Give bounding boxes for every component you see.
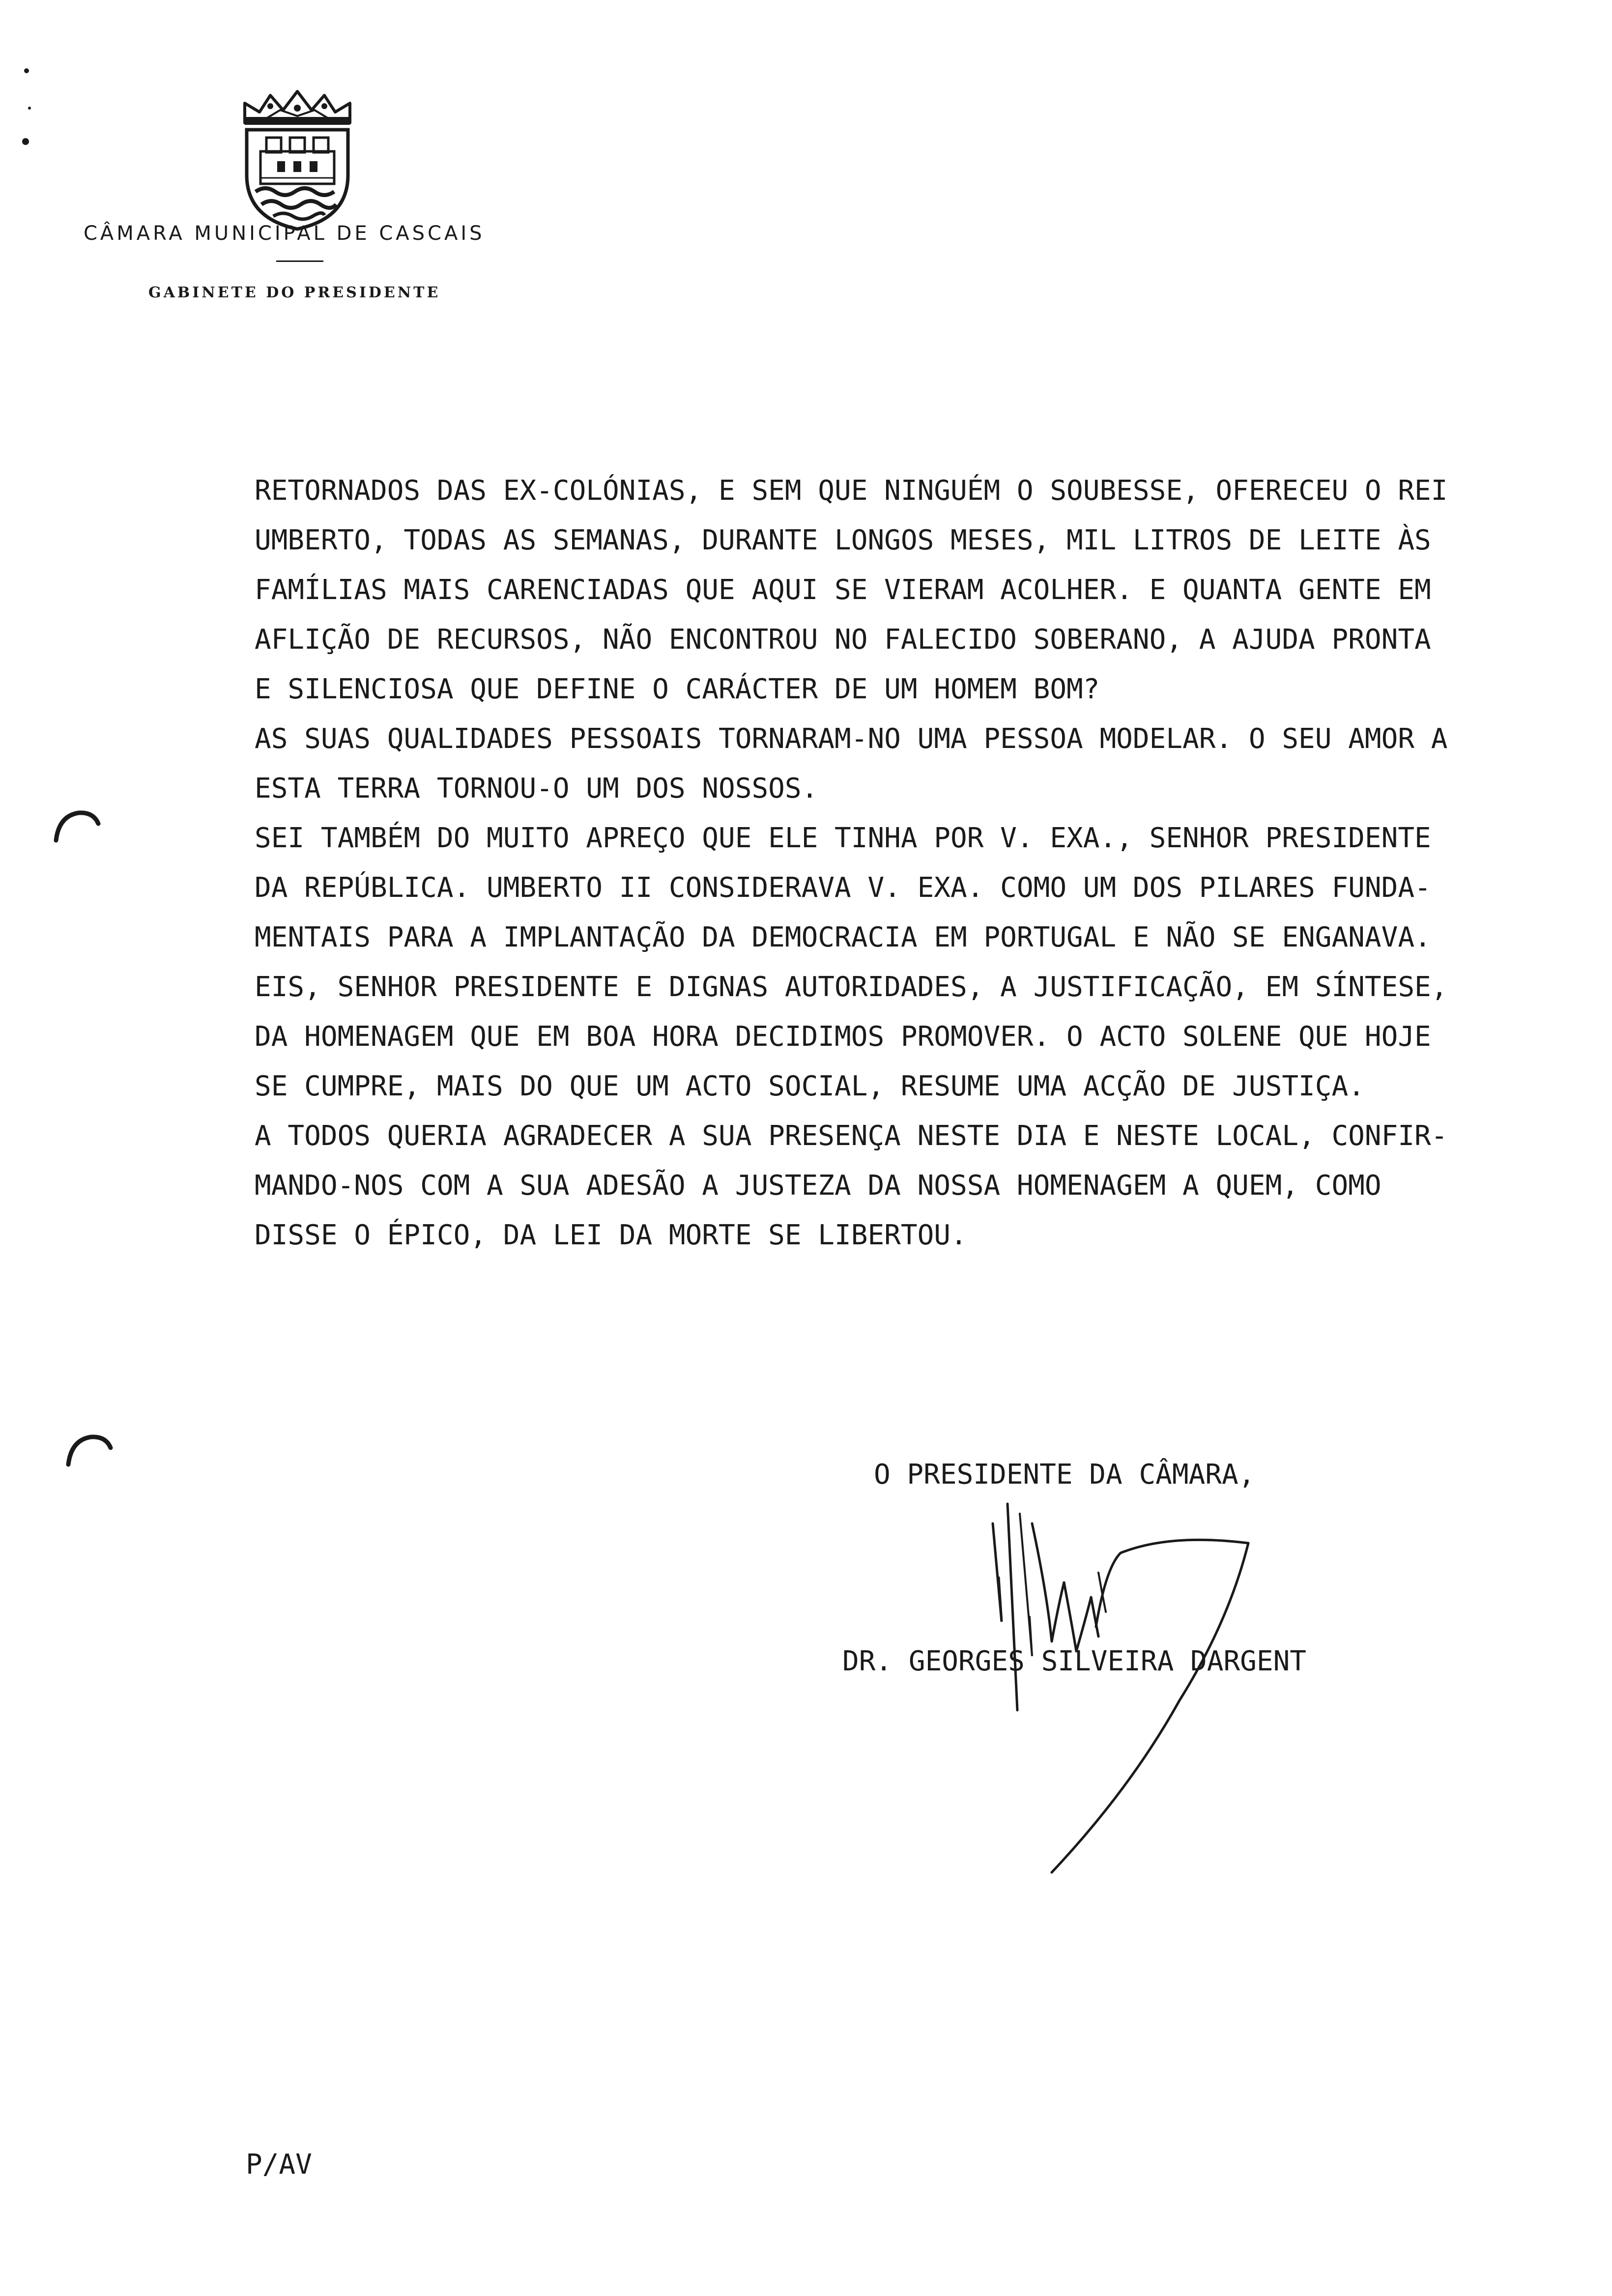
- body-line: RETORNADOS DAS EX-COLÓNIAS, E SEM QUE NINGUÉM O SOUBESSE, OFERECEU O REI: [255, 475, 1448, 507]
- handwritten-signature-icon: [973, 1494, 1278, 1897]
- scan-speck-mark: [20, 64, 34, 152]
- body-line: ESTA TERRA TORNOU-O UM DOS NOSSOS.: [255, 773, 818, 804]
- body-line: DA HOMENAGEM QUE EM BOA HORA DECIDIMOS PROMOVER. O ACTO SOLENE QUE HOJE: [255, 1021, 1431, 1053]
- body-line: SE CUMPRE, MAIS DO QUE UM ACTO SOCIAL, RESUME UMA ACÇÃO DE JUSTIÇA.: [255, 1070, 1365, 1102]
- organization-name: CÂMARA MUNICIPAL DE CASCAIS: [84, 222, 485, 245]
- letter-body: [255, 466, 1513, 1260]
- body-line: AFLIÇÃO DE RECURSOS, NÃO ENCONTROU NO FALECIDO SOBERANO, A AJUDA PRONTA: [255, 624, 1431, 656]
- body-line: E SILENCIOSA QUE DEFINE O CARÁCTER DE UM HOMEM BOM?: [255, 673, 1100, 705]
- body-line: DISSE O ÉPICO, DA LEI DA MORTE SE LIBERTOU.: [255, 1219, 967, 1251]
- signer-name: DR. GEORGES SILVEIRA DARGENT: [842, 1645, 1307, 1677]
- punch-hole-mark: [49, 806, 103, 845]
- body-line: DA REPÚBLICA. UMBERTO II CONSIDERAVA V. EXA. COMO UM DOS PILARES FUNDA-: [255, 872, 1431, 904]
- body-line: MENTAIS PARA A IMPLANTAÇÃO DA DEMOCRACIA EM PORTUGAL E NÃO SE ENGANAVA.: [255, 921, 1431, 953]
- office-name: GABINETE DO PRESIDENTE: [148, 284, 441, 301]
- letterhead-divider: [276, 260, 323, 262]
- punch-hole-mark: [61, 1430, 115, 1469]
- body-line: SEI TAMBÉM DO MUITO APREÇO QUE ELE TINHA POR V. EXA., SENHOR PRESIDENTE: [255, 822, 1431, 854]
- body-line: A TODOS QUERIA AGRADECER A SUA PRESENÇA NESTE DIA E NESTE LOCAL, CONFIR-: [255, 1120, 1448, 1152]
- body-line: UMBERTO, TODAS AS SEMANAS, DURANTE LONGOS MESES, MIL LITROS DE LEITE ÀS: [255, 524, 1431, 556]
- closing-title: O PRESIDENTE DA CÂMARA,: [874, 1459, 1255, 1491]
- body-line: MANDO-NOS COM A SUA ADESÃO A JUSTEZA DA NOSSA HOMENAGEM A QUEM, COMO: [255, 1170, 1382, 1202]
- body-line: FAMÍLIAS MAIS CARENCIADAS QUE AQUI SE VIERAM ACOLHER. E QUANTA GENTE EM: [255, 574, 1431, 606]
- municipal-crest-icon: [236, 88, 359, 231]
- reference-initials: P/AV: [246, 2149, 312, 2181]
- body-line: AS SUAS QUALIDADES PESSOAIS TORNARAM-NO UMA PESSOA MODELAR. O SEU AMOR A: [255, 723, 1448, 755]
- body-line: EIS, SENHOR PRESIDENTE E DIGNAS AUTORIDADES, A JUSTIFICAÇÃO, EM SÍNTESE,: [255, 971, 1448, 1003]
